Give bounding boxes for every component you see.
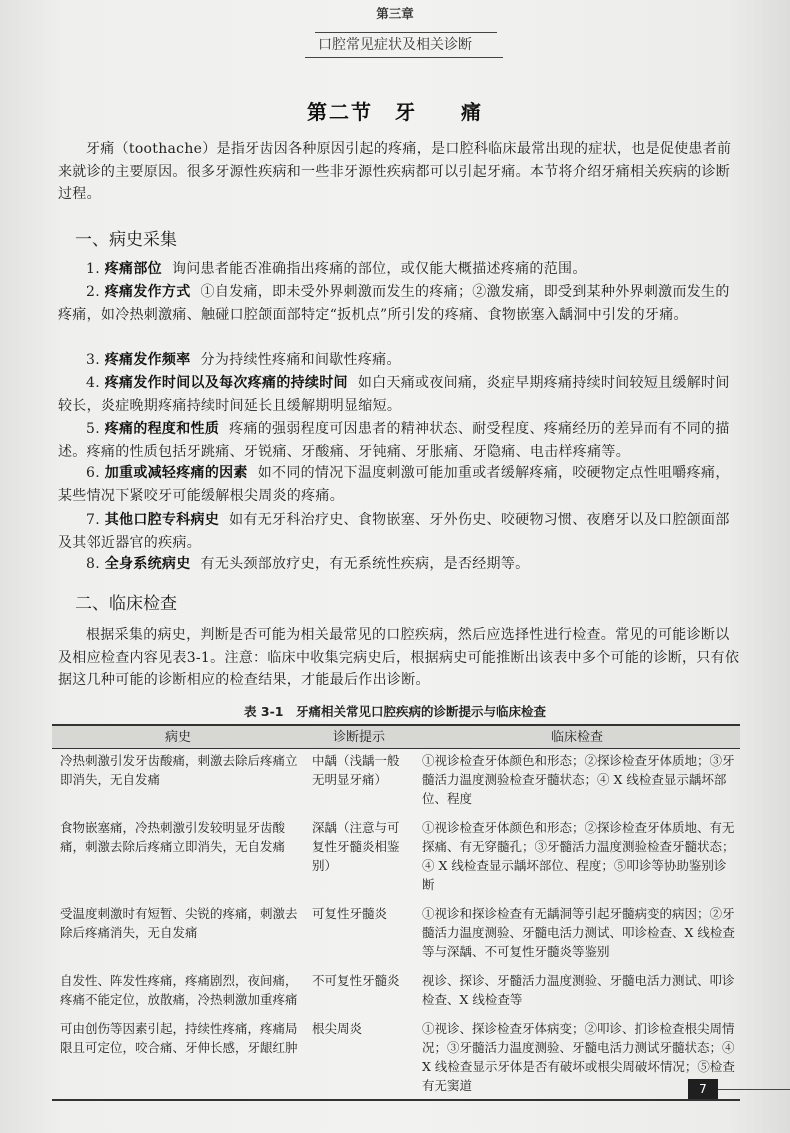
item-text: 如不同的情况下温度刺激可能加重或者缓解疼痛，咬硬物定点性咀嚼疼痛，某些情况下紧咬牙可能缓解根尖周炎的疼痛。 [58,465,730,504]
table-caption: 表 3-1 牙痛相关常见口腔疾病的诊断提示与临床检查 [244,704,546,719]
item-text: 如白天痛或夜间痛，炎症早期疼痛持续时间较短且缓解时间较长，炎症晚期疼痛持续时间延长且缓解期明显缩短。 [58,375,730,414]
table-row [52,1017,740,1100]
item-term: 疼痛的程度和性质 [104,421,220,437]
cell-diagnosis: 可复性牙髓炎 [312,906,388,921]
cell-history: 冷热刺激引发牙齿酸痛，刺激去除后疼痛立即消失，无自发痛 [60,753,298,787]
page-number: 7 [688,1079,718,1099]
exam-intro-paragraph: 根据采集的病史，判断是否可能为相关最常见的口腔疾病，然后应选择性进行检查。常见的可能诊断以及相应检查内容见表3-1。注意：临床中收集完病史后，根据病史可能推断出该表中多个可能的诊断，只有依据这几种可能的诊断相应的检查结果，才能最后作出诊断。 [58,627,740,688]
running-head [0,6,790,22]
intro-paragraph: 牙痛（toothache）是指牙齿因各种原因引起的疼痛，是口腔科临床最常出现的症状，也是促使患者前来就诊的主要原因。很多牙源性疾病和一些非牙源性疾病都可以引起牙痛。本节将介绍牙痛相关疾病的诊断过程。 [58,141,732,202]
item-text: 如有无牙科治疗史、食物嵌塞、牙外伤史、咬硬物习惯、夜磨牙以及口腔颌面部及其邻近器官的疾病。 [58,512,730,551]
history-item-3 [58,349,742,372]
item-text: ①自发痛，即未受外界刺激而发生的疼痛；②激发痛，即受到某种外界刺激而发生的疼痛，如冷热刺激痛、触碰口腔颌面部特定“扳机点”所引发的疼痛、食物嵌塞入龋洞中引发的牙痛。 [58,284,730,323]
cell-diagnosis: 不可复性牙髓炎 [312,973,400,988]
cell-history: 可由创伤等因素引起，持续性疼痛，疼痛局限且可定位，咬合痛、牙伸长感，牙龈红肿 [52,1017,304,1100]
footer-rule [718,1089,790,1090]
item-term: 全身系统病史 [104,556,191,572]
cell-history: 食物嵌塞痛，冷热刺激引发较明显牙齿酸痛，刺激去除后疼痛立即消失，无自发痛 [60,820,286,854]
item-term: 其他口腔专科病史 [104,512,220,528]
cell-diagnosis: 根尖周炎 [304,1017,414,1100]
item-term: 加重或减轻疼痛的因素 [104,465,248,481]
table-row [52,816,740,902]
table-row [52,969,740,1017]
item-text: 疼痛的强弱程度可因患者的精神状态、耐受程度、疼痛经历的差异而有不同的描述。疼痛的性质包括牙跳痛、牙锐痛、牙酸痛、牙钝痛、牙胀痛、牙隐痛、电击样疼痛等。 [58,421,730,460]
chapter-subtitle: 口腔常见症状及相关诊断 [318,37,472,53]
chapter-label: 第三章 [376,6,414,21]
cell-exam: 视诊、探诊、牙髓活力温度测验、牙髓电活力测试、叩诊检查、X 线检查等 [422,973,735,1007]
diagnosis-table [52,724,740,1101]
history-item-1 [58,258,742,281]
item-term: 疼痛发作时间以及每次疼痛的持续时间 [104,375,348,391]
table-row [52,902,740,969]
cell-diagnosis: 中龋（浅龋一般无明显牙痛） [312,753,400,787]
item-text: 询问患者能否准确指出疼痛的部位，或仅能大概描述疼痛的范围。 [171,261,587,277]
history-item-4 [58,372,742,417]
item-number: 6. [86,465,100,481]
header-rule [315,32,497,33]
cell-history: 受温度刺激时有短暂、尖锐的疼痛，刺激去除后疼痛消失，无自发痛 [60,906,298,940]
cell-exam: ①视诊检查牙体颜色和形态；②探诊检查牙体质地；③牙髓活力温度测验检查牙髓状态；④ X 线检查显示龋坏部位、程度 [422,753,735,806]
header-diagnosis: 诊断提示 [304,725,414,749]
table-row [52,749,740,817]
history-item-7 [58,509,742,554]
item-text: 有无头颈部放疗史，有无系统性疾病，是否经期等。 [200,556,530,572]
item-number: 1. [86,261,100,277]
history-item-2 [58,281,742,326]
header-rule-lower [305,57,503,58]
heading-history: 一、病史采集 [75,230,177,250]
history-item-5 [58,418,742,463]
cell-diagnosis: 深龋（注意与可复性牙髓炎相鉴别） [312,820,400,873]
history-item-6 [58,462,742,507]
cell-exam: ①视诊检查牙体颜色和形态；②探诊检查牙体质地、有无探痛、有无穿髓孔；③牙髓活力温度测验检查牙髓状态；④ X 线检查显示龋坏部位、程度；⑤叩诊等协助鉴别诊断 [422,820,735,892]
item-text: 分为持续性疼痛和间歇性疼痛。 [200,352,401,368]
header-exam: 临床检查 [414,725,740,749]
item-number: 8. [86,556,100,572]
section-title: 第二节 牙 痛 [307,100,483,124]
item-number: 5. [86,421,100,437]
item-term: 疼痛部位 [104,261,162,277]
item-term: 疼痛发作方式 [104,284,191,300]
heading-exam: 二、临床检查 [75,594,177,614]
item-term: 疼痛发作频率 [104,352,191,368]
history-item-8 [58,553,742,576]
header-history: 病史 [52,725,304,749]
item-number: 2. [86,284,100,300]
item-number: 4. [86,375,100,391]
item-number: 7. [86,512,100,528]
table-header-row [52,725,740,749]
cell-history: 自发性、阵发性疼痛，疼痛剧烈，夜间痛，疼痛不能定位，放散痛，冷热刺激加重疼痛 [60,973,298,1007]
item-number: 3. [86,352,100,368]
cell-exam: ①视诊和探诊检查有无龋洞等引起牙髓病变的病因；②牙髓活力温度测验、牙髓电活力测试、叩诊检查、X 线检查等与深龋、不可复性牙髓炎等鉴别 [422,906,735,959]
cell-exam: ①视诊、探诊检查牙体病变；②叩诊、扪诊检查根尖周情况；③牙髓活力温度测验、牙髓电活力测试牙髓状态；④ X 线检查显示牙体是否有破坏或根尖周破坏情况；⑤检查有无窦道 [414,1017,740,1100]
